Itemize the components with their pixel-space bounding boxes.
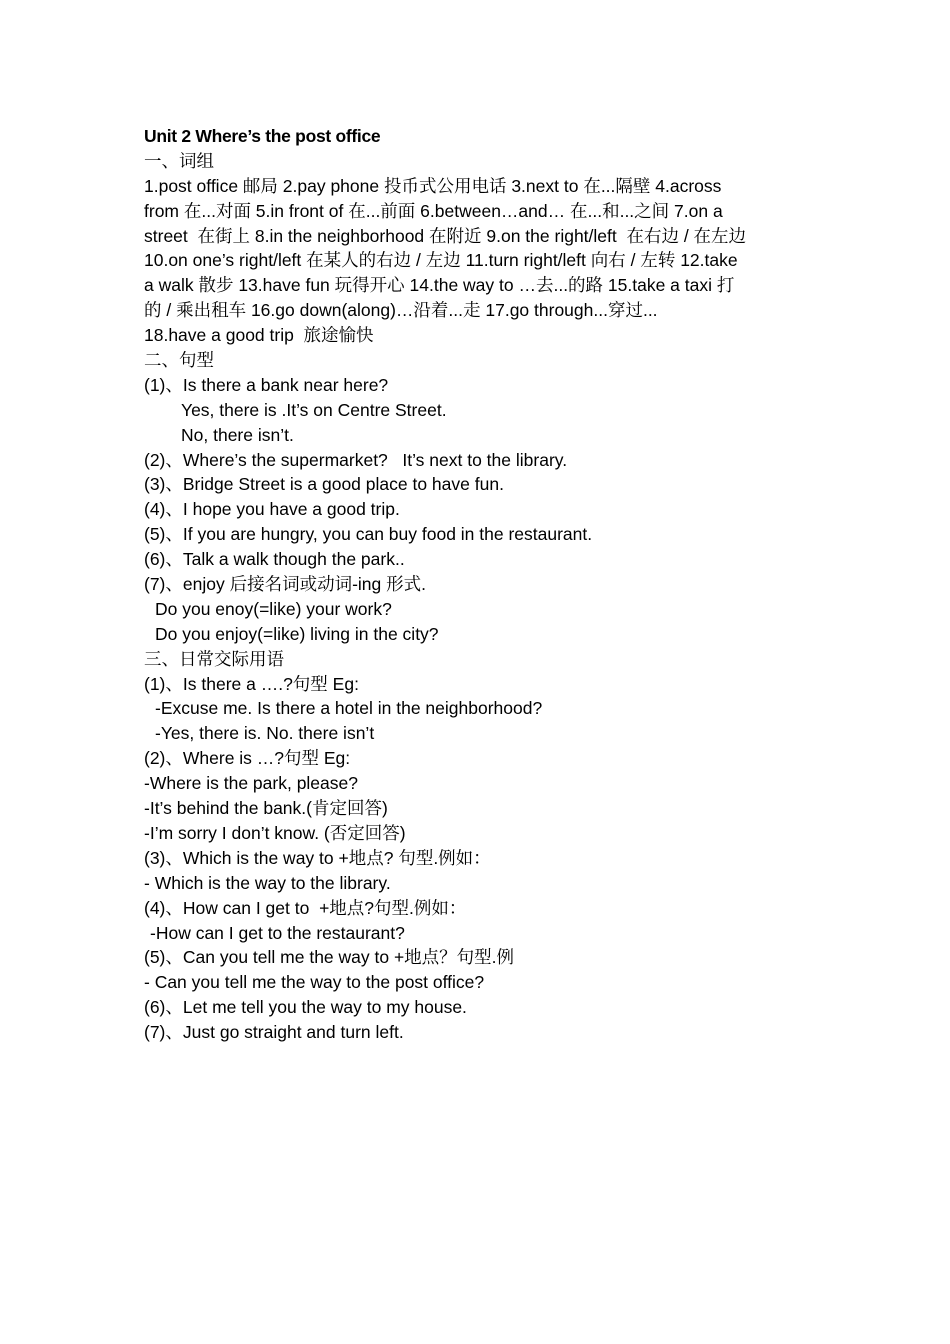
sentence-item: (2)、Where’s the supermarket? It’s next to the library. bbox=[144, 449, 568, 470]
expression-item: (1)、Is there a ….?句型 Eg: bbox=[144, 673, 359, 694]
sentence-item: (7)、enjoy 后接名词或动词-ing 形式. bbox=[144, 574, 426, 595]
phrase-line: 10.on one’s right/left 在某人的右边 / 左边 11.turn right/left 向右 / 左转 12.take bbox=[144, 250, 738, 271]
sentence-item: (6)、Talk a walk though the park.. bbox=[144, 549, 405, 570]
expression-item: (2)、Where is …?句型 Eg: bbox=[144, 748, 351, 769]
phrase-line: a walk 散步 13.have fun 玩得开心 14.the way to …去...的路 15.take a taxi 打 bbox=[144, 275, 735, 296]
expression-example: -Excuse me. Is there a hotel in the neighborhood? bbox=[155, 698, 543, 719]
sentence-item: (1)、Is there a bank near here? bbox=[144, 374, 389, 395]
sentence-example: Do you enjoy(=like) living in the city? bbox=[155, 623, 439, 644]
sentence-answer: Yes, there is .It’s on Centre Street. bbox=[181, 399, 447, 420]
expression-example: -Yes, there is. No. there isn’t bbox=[155, 723, 375, 744]
expression-example: - Can you tell me the way to the post office? bbox=[144, 972, 485, 993]
expression-example: -I’m sorry I don’t know. (否定回答) bbox=[144, 822, 406, 843]
expression-item: (6)、Let me tell you the way to my house. bbox=[144, 997, 467, 1018]
expression-example: -It’s behind the bank.(肯定回答) bbox=[144, 798, 388, 819]
document-page bbox=[144, 124, 824, 1045]
document-title: Unit 2 Where’s the post office bbox=[144, 126, 381, 146]
expression-example: - Which is the way to the library. bbox=[144, 872, 391, 893]
sentence-item: (3)、Bridge Street is a good place to have fun. bbox=[144, 474, 504, 495]
phrase-line: 18.have a good trip 旅途愉快 bbox=[144, 325, 374, 346]
section-heading-expressions: 三、日常交际用语 bbox=[144, 648, 284, 669]
phrase-line: 1.post office 邮局 2.pay phone 投币式公用电话 3.next to 在...隔壁 4.across bbox=[144, 175, 722, 196]
section-heading-sentences: 二、句型 bbox=[144, 350, 214, 371]
sentence-example: Do you enoy(=like) your work? bbox=[155, 598, 392, 619]
expression-item: (5)、Can you tell me the way to +地点？句型.例 bbox=[144, 947, 515, 968]
phrase-line: street 在街上 8.in the neighborhood 在附近 9.on the right/left 在右边 / 在左边 bbox=[144, 225, 747, 246]
phrase-line: 的 / 乘出租车 16.go down(along)…沿着...走 17.go through...穿过... bbox=[144, 300, 658, 321]
phrase-line: from 在...对面 5.in front of 在...前面 6.between…and… 在...和...之间 7.on a bbox=[144, 200, 723, 221]
expression-example: -Where is the park, please? bbox=[144, 773, 358, 794]
expression-item: (3)、Which is the way to +地点? 句型.例如： bbox=[144, 847, 491, 868]
sentence-item: (5)、If you are hungry, you can buy food in the restaurant. bbox=[144, 524, 593, 545]
sentence-item: (4)、I hope you have a good trip. bbox=[144, 499, 400, 520]
sentence-answer: No, there isn’t. bbox=[181, 424, 294, 445]
expression-item: (4)、How can I get to +地点?句型.例如： bbox=[144, 897, 467, 918]
section-heading-phrases: 一、词组 bbox=[144, 150, 214, 171]
expression-item: (7)、Just go straight and turn left. bbox=[144, 1022, 404, 1043]
expression-example: -How can I get to the restaurant? bbox=[150, 922, 405, 943]
